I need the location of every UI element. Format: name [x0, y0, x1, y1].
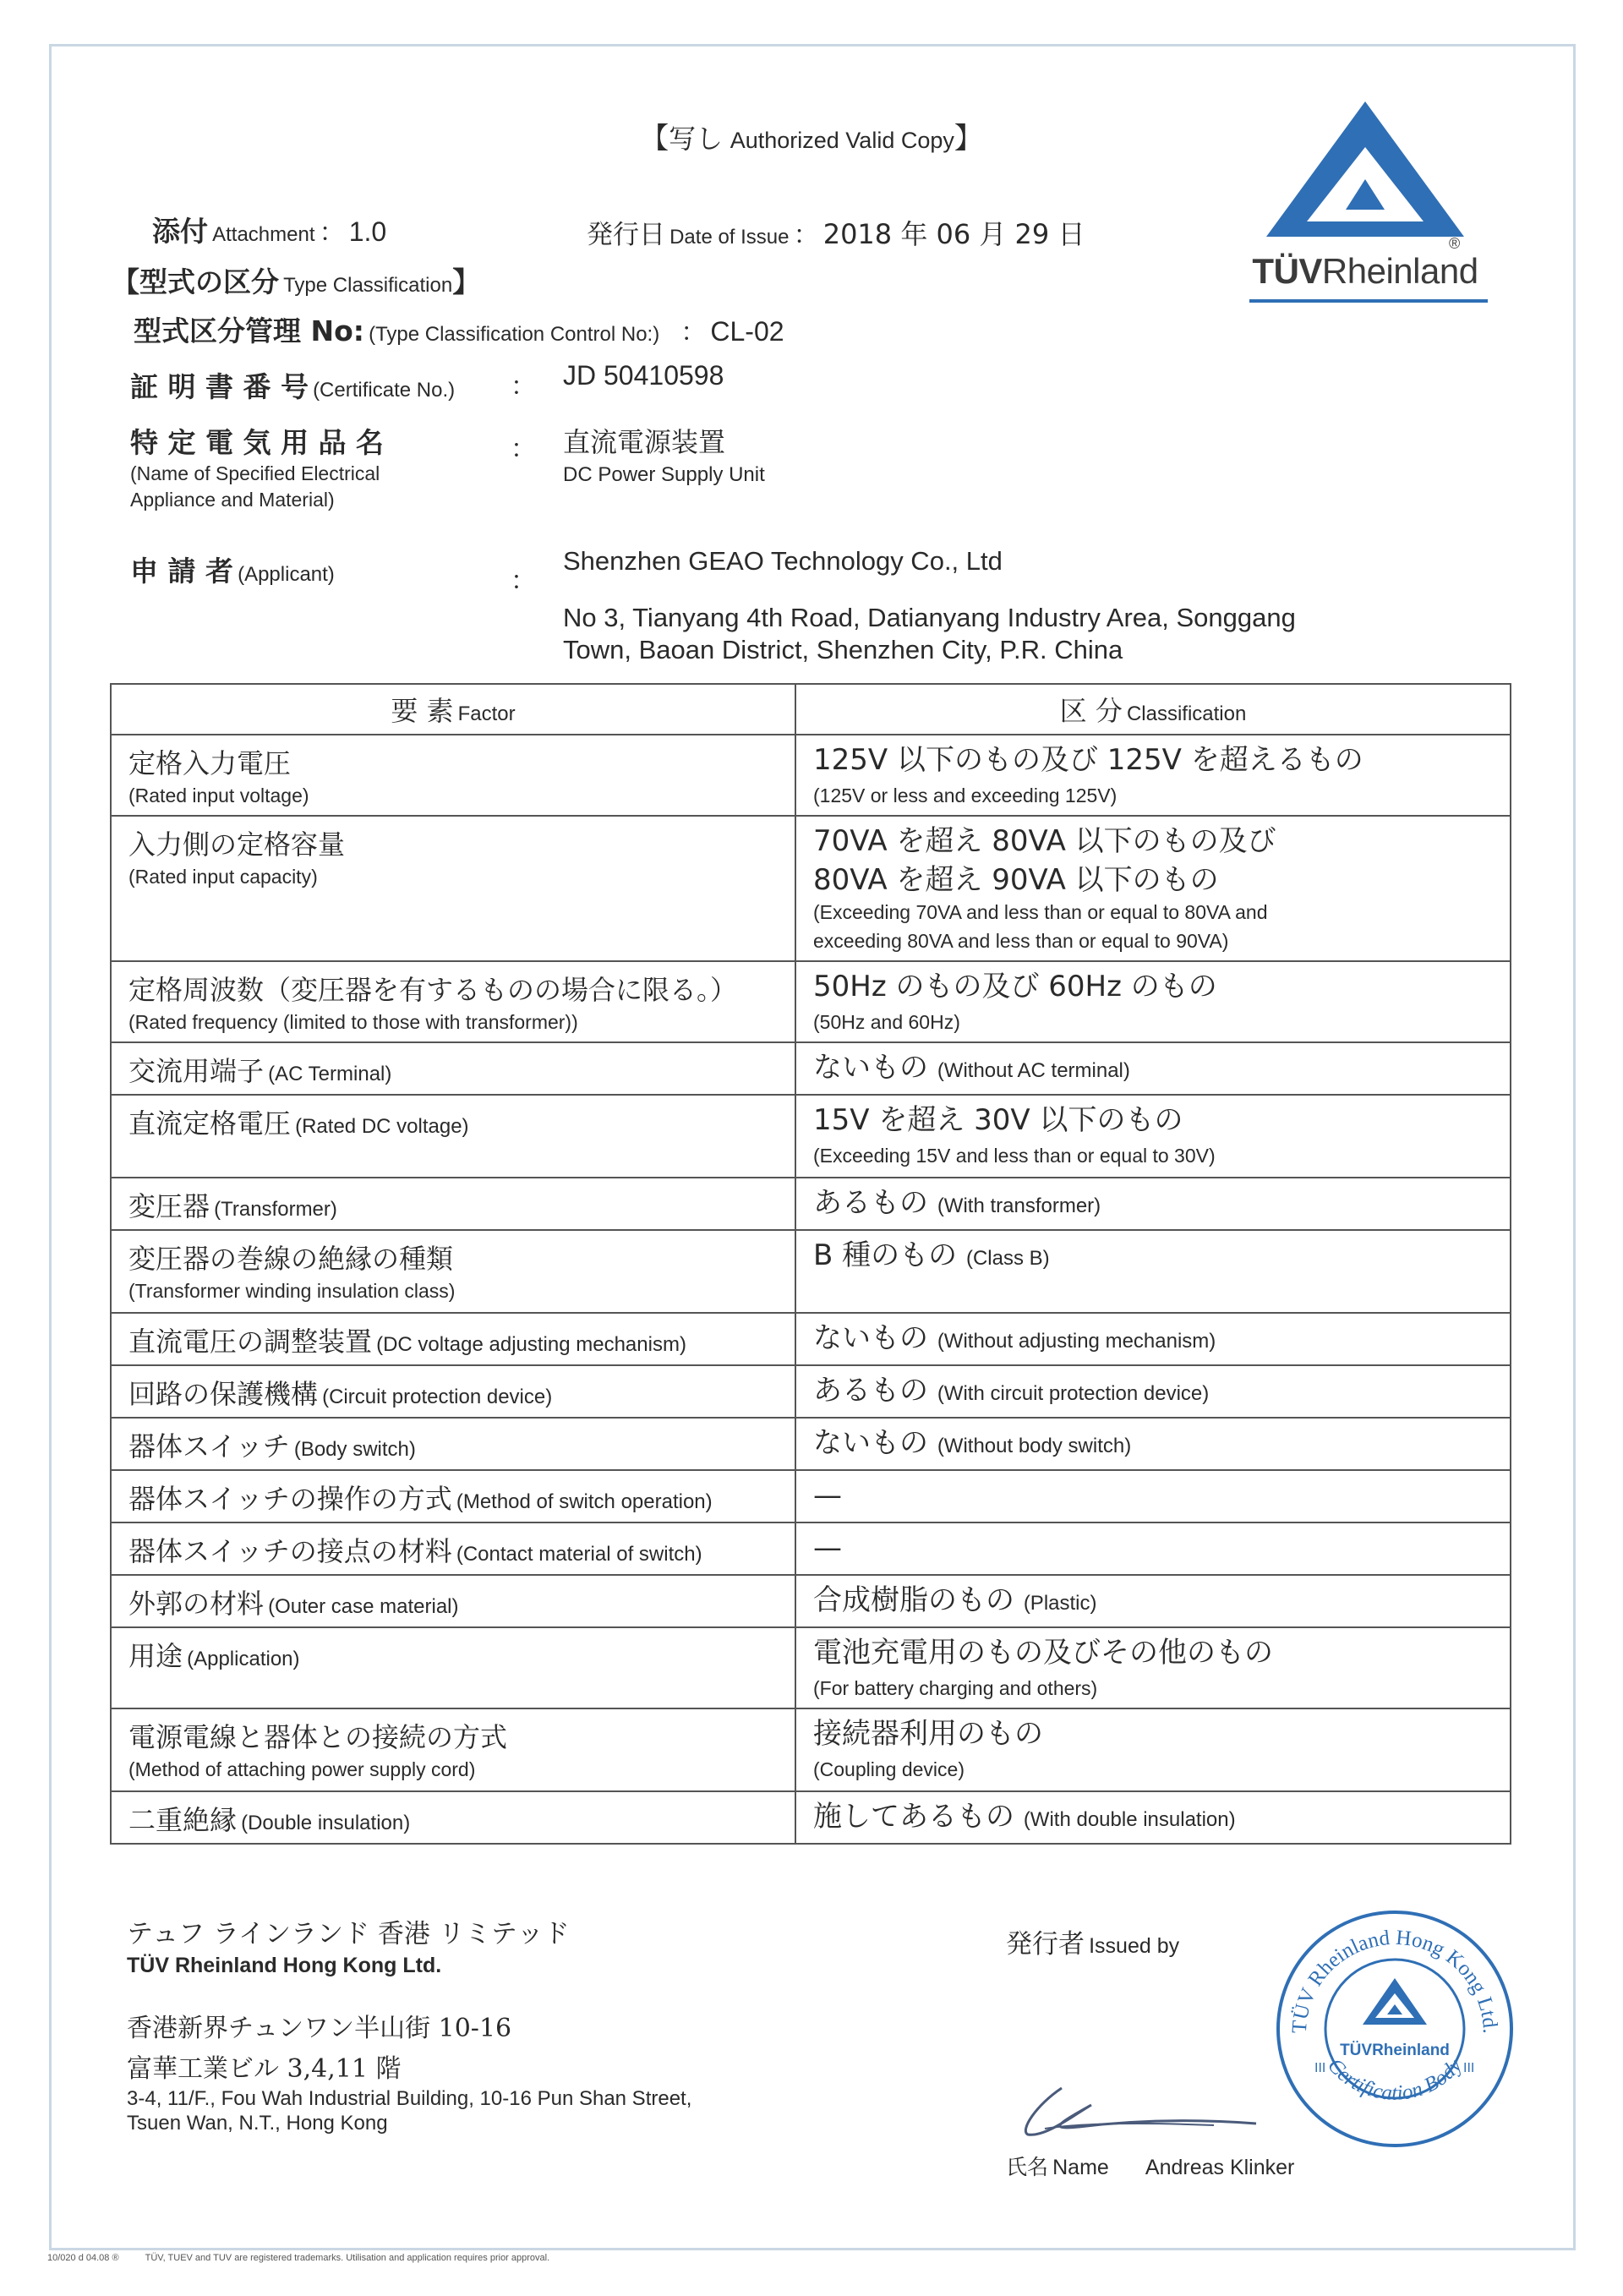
seal-top-text: TÜV Rheinland Hong Kong Ltd.: [1287, 1926, 1502, 2035]
logo-brand-normal: Rheinland: [1321, 251, 1478, 291]
classification-jp-line1: 合成樹脂のもの (Plastic): [813, 1583, 1097, 1617]
factor-sub: (Rated input capacity): [128, 866, 318, 888]
classification-jp-line1: 70VA を超え 80VA 以下のもの及び: [813, 824, 1276, 858]
control-no-label-jp: 型式区分管理 No:: [134, 314, 364, 347]
factor-en: (Circuit protection device): [322, 1386, 553, 1408]
attachment-label-en: Attachment: [212, 223, 315, 246]
certificate-label-en: (Certificate No.): [313, 379, 456, 402]
classification-cell: [795, 1470, 1511, 1522]
classification-cell: [795, 816, 1511, 961]
classification-jp-line1: 接続器利用のもの: [813, 1717, 1043, 1751]
header-factor-jp: 要 素: [391, 695, 454, 727]
classification-en-inline: (Without AC terminal): [937, 1059, 1130, 1082]
classification-cell: [795, 1791, 1511, 1844]
attachment-value: 1.0: [348, 216, 387, 247]
applicant-label-jp: 申 請 者: [130, 555, 233, 588]
classification-sub-line1: (125V or less and exceeding 125V): [813, 784, 1118, 806]
factor-jp: 直流電圧の調整装置: [128, 1326, 373, 1358]
tuv-triangle-icon: [1243, 95, 1488, 247]
factor-sub: (Rated input voltage): [128, 784, 309, 806]
table-row: [111, 961, 1511, 1042]
table-row: [111, 1178, 1511, 1230]
classification-en-inline: (Plastic): [1023, 1592, 1097, 1615]
type-class-en: Type Classification: [283, 274, 453, 297]
appliance-value-jp: 直流電源装置: [563, 426, 726, 458]
factor-en: (Method of switch operation): [456, 1490, 713, 1513]
factor-jp: 二重絶縁: [128, 1804, 238, 1836]
classification-jp-line1: 15V を超え 30V 以下のもの: [813, 1103, 1183, 1137]
classification-cell: [795, 1522, 1511, 1575]
issuer-address-en-1: 3-4, 11/F., Fou Wah Industrial Building, 10-16 Pun Shan Street,: [127, 2087, 692, 2110]
header-factor: [111, 684, 795, 735]
issued-by-en: Issued by: [1089, 1934, 1180, 1958]
certificate-colon: ：: [511, 372, 536, 402]
appliance-label: [130, 421, 384, 513]
factor-cell: [111, 1095, 795, 1178]
factor-cell: [111, 1708, 795, 1791]
table-row: [111, 735, 1511, 816]
tuv-logo: [1243, 95, 1488, 314]
table-row: [111, 1365, 1511, 1418]
table-row: [111, 1313, 1511, 1365]
factor-sub: (Method of attaching power supply cord): [128, 1758, 476, 1780]
attachment-line: [152, 210, 386, 249]
factor-jp: 定格周波数（変圧器を有するものの場合に限る。）: [128, 974, 738, 1006]
factor-cell: [111, 1365, 795, 1418]
factor-cell: [111, 1418, 795, 1470]
factor-jp: 器体スイッチの操作の方式: [128, 1483, 452, 1515]
factor-jp: 変圧器の巻線の絶縁の種類: [128, 1243, 454, 1275]
logo-wordmark: [1243, 251, 1488, 292]
classification-cell: [795, 1365, 1511, 1418]
seal-brand: TÜVRheinland: [1340, 2042, 1450, 2059]
issuer-block: [127, 1912, 691, 2135]
issue-date-label-en: Date of Issue: [669, 226, 790, 249]
classification-en-inline: (Without adjusting mechanism): [937, 1330, 1216, 1353]
bracket-open: 【: [640, 122, 669, 156]
table-row: [111, 1575, 1511, 1627]
classification-jp-line1: 125V 以下のもの及び 125V を超えるもの: [813, 743, 1363, 777]
certificate-value: JD 50410598: [563, 360, 724, 391]
factor-cell: [111, 1042, 795, 1095]
applicant-address: [563, 602, 1296, 666]
control-no-colon: ：: [680, 318, 707, 347]
factor-cell: [111, 1575, 795, 1627]
table-row: [111, 1708, 1511, 1791]
classification-cell: [795, 1418, 1511, 1470]
issuer-address-en-2: Tsuen Wan, N.T., Hong Kong: [127, 2112, 388, 2135]
factor-cell: [111, 1627, 795, 1708]
applicant-address-line2: Town, Baoan District, Shenzhen City, P.R. China: [563, 635, 1123, 664]
classification-jp-line1: B 種のもの (Class B): [813, 1238, 1050, 1272]
appliance-colon: ：: [511, 435, 536, 464]
factor-cell: [111, 735, 795, 816]
control-no-value: CL-02: [710, 316, 784, 347]
table-row: [111, 1627, 1511, 1708]
factor-jp: 入力側の定格容量: [128, 828, 346, 861]
footnote-code: 10/020 d 04.08 ®: [47, 2253, 119, 2263]
attachment-label-jp: 添付: [152, 215, 208, 248]
classification-cell: [795, 1230, 1511, 1313]
classification-jp-line1: ないもの (Without AC terminal): [813, 1051, 1130, 1085]
classification-en-inline: (With circuit protection device): [937, 1382, 1210, 1405]
table-row: [111, 816, 1511, 961]
classification-cell: [795, 735, 1511, 816]
classification-sub-line1: (For battery charging and others): [813, 1677, 1098, 1699]
classification-cell: [795, 1042, 1511, 1095]
factor-jp: 電源電線と器体との接続の方式: [128, 1721, 508, 1753]
factor-en: (Application): [187, 1648, 300, 1670]
issue-date-line: [587, 213, 1085, 252]
certificate-label-jp: 証 明 書 番 号: [130, 370, 309, 403]
classification-en-inline: (Without body switch): [937, 1435, 1132, 1457]
issued-by-jp: 発行者: [1006, 1929, 1085, 1960]
header-class-en: Classification: [1126, 702, 1247, 725]
copy-title-jp: 写し: [669, 123, 724, 155]
signatory-label-jp: 氏名: [1006, 2155, 1049, 2179]
factor-en: (Rated DC voltage): [295, 1115, 469, 1138]
classification-en-inline: (Class B): [965, 1247, 1050, 1270]
header-classification: [795, 684, 1511, 735]
factor-jp: 変圧器: [128, 1190, 210, 1222]
factor-jp: 器体スイッチの接点の材料: [128, 1535, 452, 1567]
header-factor-en: Factor: [457, 702, 516, 725]
factor-jp: 直流定格電圧: [128, 1107, 292, 1140]
classification-sub-line2: exceeding 80VA and less than or equal to 90VA): [813, 930, 1229, 952]
appliance-label-en-2: Appliance and Material): [130, 489, 335, 511]
factor-en: (Transformer): [214, 1198, 337, 1221]
certificate-label: [130, 365, 455, 405]
classification-cell: [795, 1313, 1511, 1365]
type-classification-heading: [112, 260, 480, 300]
classification-cell: [795, 1178, 1511, 1230]
factor-cell: [111, 1522, 795, 1575]
applicant-address-line1: No 3, Tianyang 4th Road, Datianyang Industry Area, Songgang: [563, 603, 1296, 632]
factor-sub: (Transformer winding insulation class): [128, 1280, 456, 1302]
issue-date-colon: ：: [793, 221, 819, 250]
factor-cell: [111, 1791, 795, 1844]
seal-left-mark: III: [1314, 2061, 1326, 2075]
seal-right-mark: III: [1463, 2061, 1475, 2075]
issuer-address-jp-2: 富華工業ビル 3,4,11 階: [127, 2054, 402, 2084]
appliance-value: [563, 421, 765, 487]
applicant-name: Shenzhen GEAO Technology Co., Ltd: [563, 546, 1003, 576]
table-row: [111, 1418, 1511, 1470]
attachment-colon: ：: [319, 218, 345, 248]
table-row: [111, 1791, 1511, 1844]
classification-jp-line1: ないもの (Without body switch): [813, 1426, 1132, 1460]
classification-cell: [795, 1575, 1511, 1627]
classification-cell: [795, 1095, 1511, 1178]
classification-jp-line1: 50Hz のもの及び 60Hz のもの: [813, 970, 1217, 1003]
classification-cell: [795, 961, 1511, 1042]
control-no-label-en: (Type Classification Control No:): [369, 323, 660, 346]
signatory-name: Andreas Klinker: [1145, 2156, 1295, 2179]
factor-cell: [111, 1470, 795, 1522]
applicant-label: [130, 549, 335, 589]
factor-en: (Contact material of switch): [456, 1543, 702, 1566]
factor-jp: 定格入力電圧: [128, 747, 292, 779]
factor-cell: [111, 816, 795, 961]
classification-jp-line1: 施してあるもの (With double insulation): [813, 1800, 1236, 1834]
issuer-address-jp-1: 香港新界チュンワン半山街 10-16: [127, 2014, 512, 2043]
logo-brand-bold: TÜV: [1252, 251, 1322, 291]
factor-cell: [111, 1230, 795, 1313]
footnote: [47, 2253, 549, 2263]
classification-jp-line1: ないもの (Without adjusting mechanism): [813, 1321, 1216, 1355]
certification-seal-icon: [1272, 1906, 1517, 2151]
factor-jp: 回路の保護機構: [128, 1378, 319, 1410]
issuer-name-en: TÜV Rheinland Hong Kong Ltd.: [127, 1954, 442, 1977]
factor-jp: 交流用端子: [128, 1055, 265, 1087]
factor-jp: 外郭の材料: [128, 1588, 265, 1620]
appliance-label-en-1: (Name of Specified Electrical: [130, 462, 380, 484]
logo-registered-mark: ®: [1449, 235, 1461, 252]
appliance-label-jp: 特 定 電 気 用 品 名: [130, 426, 384, 459]
table-row: [111, 1095, 1511, 1178]
factor-cell: [111, 961, 795, 1042]
classification-jp-line1: あるもの (With transformer): [813, 1186, 1101, 1220]
issuer-name-jp: テュフ ラインランド 香港 リミテッド: [127, 1919, 570, 1949]
table-row: [111, 1230, 1511, 1313]
signatory-label-en: Name: [1052, 2156, 1109, 2179]
classification-jp-line1: 電池充電用のもの及びその他のもの: [813, 1636, 1273, 1670]
classification-jp-line2: 80VA を超え 90VA 以下のもの: [813, 863, 1219, 897]
factor-cell: [111, 1313, 795, 1365]
classification-cell: [795, 1708, 1511, 1791]
classification-sub-line1: (Coupling device): [813, 1758, 965, 1780]
classification-table: [110, 683, 1511, 1845]
table-row: [111, 1522, 1511, 1575]
signatory-line: [1006, 2151, 1294, 2181]
footnote-text: TÜV, TUEV and TUV are registered trademarks. Utilisation and application requires prior approval.: [145, 2253, 550, 2263]
applicant-label-en: (Applicant): [238, 563, 335, 586]
factor-en: (Body switch): [293, 1438, 416, 1461]
seal-bottom-text: Certification Body: [1323, 2053, 1467, 2105]
issued-by: [1006, 1922, 1179, 1960]
classification-jp-line1: —: [813, 1479, 842, 1512]
signature-icon: [1011, 2071, 1265, 2147]
classification-jp-line1: —: [813, 1531, 842, 1565]
classification-sub-line1: (Exceeding 70VA and less than or equal to 80VA and: [813, 901, 1268, 923]
classification-sub-line1: (50Hz and 60Hz): [813, 1011, 960, 1033]
appliance-value-en: DC Power Supply Unit: [563, 463, 765, 486]
factor-en: (Double insulation): [241, 1812, 411, 1834]
factor-en: (Outer case material): [268, 1595, 459, 1618]
applicant-colon: ：: [511, 566, 536, 596]
header-class-jp: 区 分: [1059, 695, 1123, 727]
control-no-line: [134, 309, 784, 349]
type-class-jp: 【型式の区分: [112, 265, 279, 298]
issue-date-label-jp: 発行日: [587, 220, 665, 250]
factor-jp: 用途: [128, 1640, 183, 1672]
logo-underline: [1249, 299, 1488, 303]
table-row: [111, 1042, 1511, 1095]
bracket-close: 】: [954, 122, 983, 156]
copy-title-en: Authorized Valid Copy: [730, 128, 954, 153]
classification-jp-line1: あるもの (With circuit protection device): [813, 1374, 1210, 1408]
table-header-row: [111, 684, 1511, 735]
table-row: [111, 1470, 1511, 1522]
classification-sub-line1: (Exceeding 15V and less than or equal to 30V): [813, 1145, 1216, 1167]
classification-cell: [795, 1627, 1511, 1708]
type-class-close: 】: [452, 265, 481, 298]
factor-cell: [111, 1178, 795, 1230]
issue-date-value: 2018 年 06 月 29 日: [822, 218, 1085, 250]
factor-en: (AC Terminal): [268, 1063, 392, 1085]
classification-en-inline: (With transformer): [937, 1194, 1101, 1217]
classification-en-inline: (With double insulation): [1023, 1808, 1236, 1831]
factor-sub: (Rated frequency (limited to those with transformer)): [128, 1011, 578, 1033]
factor-jp: 器体スイッチ: [128, 1430, 290, 1462]
factor-en: (DC voltage adjusting mechanism): [376, 1333, 686, 1356]
